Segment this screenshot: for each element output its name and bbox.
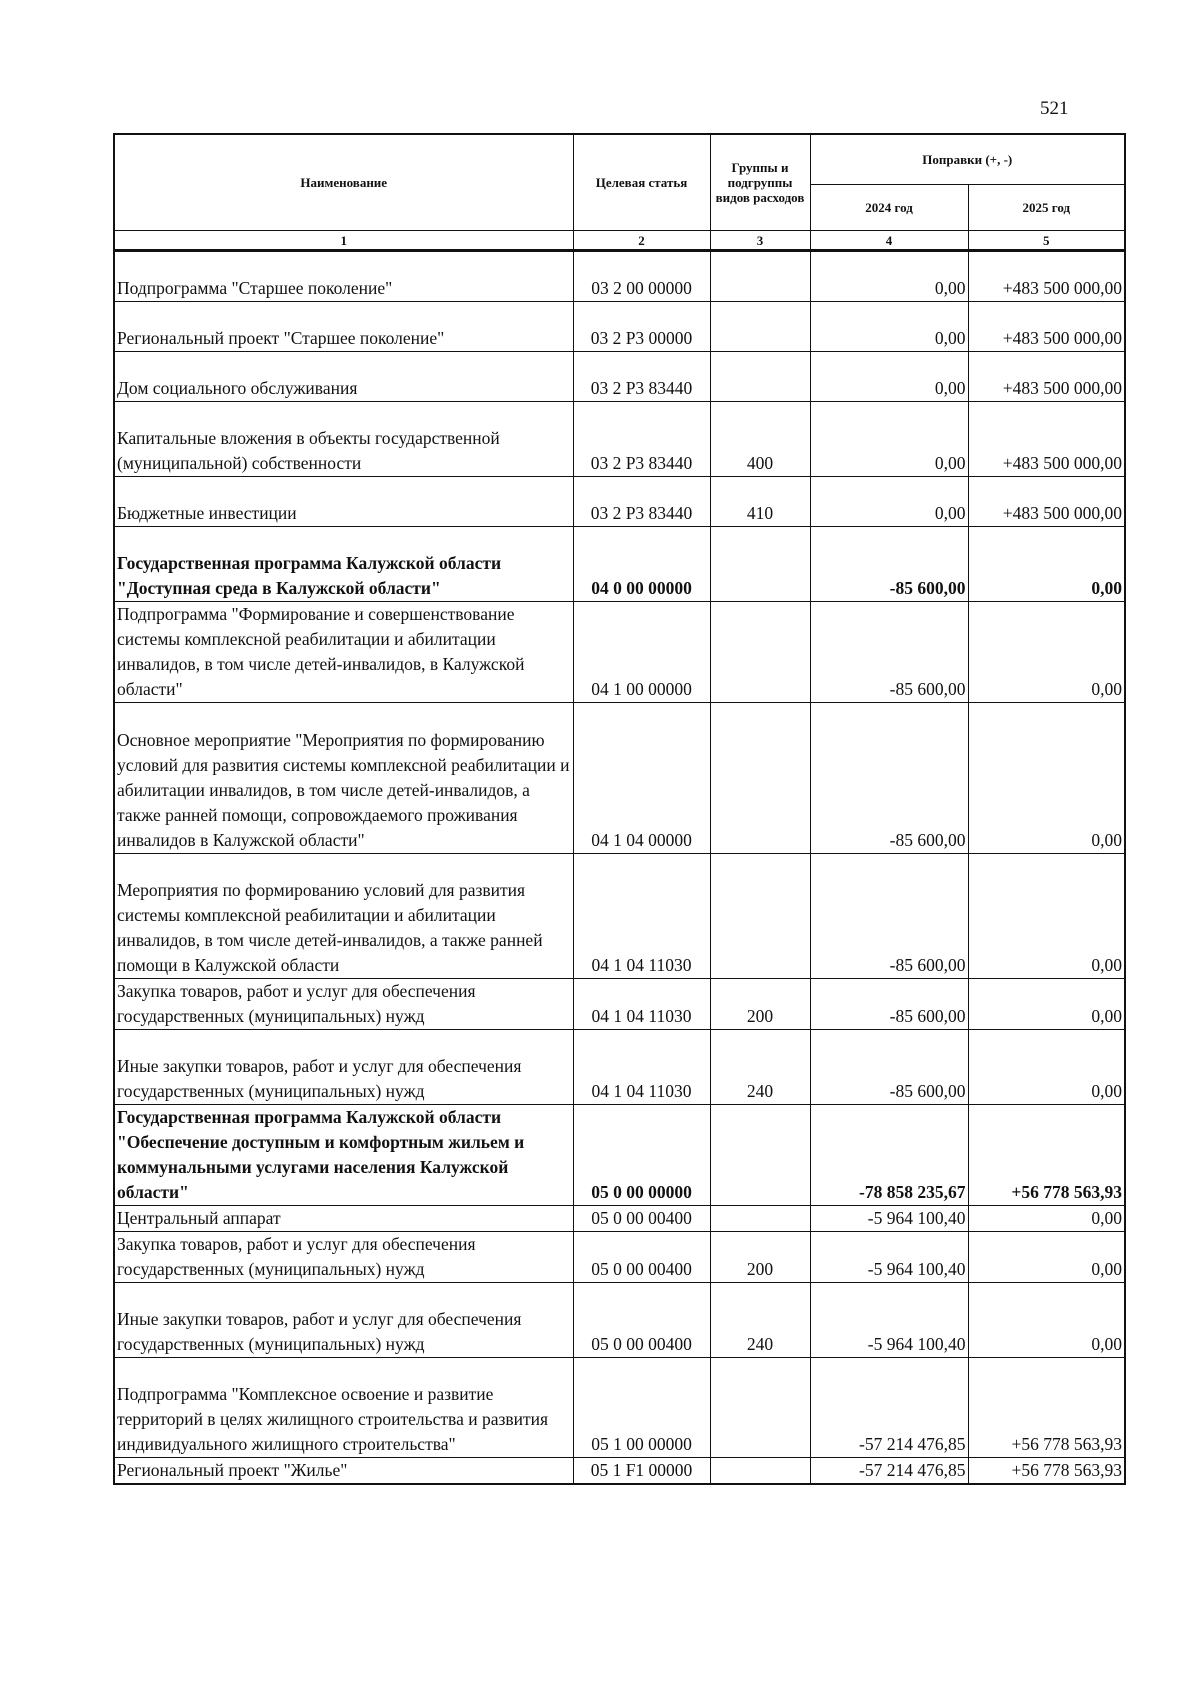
row-expense-group: 410 [710, 477, 810, 527]
row-amount-2025: +56 778 563,93 [968, 1358, 1125, 1458]
table-row [114, 1358, 1125, 1458]
row-amount-2025: 0,00 [968, 1283, 1125, 1358]
row-target-code: 03 2 Р3 83440 [573, 402, 710, 477]
row-expense-group: 200 [710, 979, 810, 1030]
row-name: Закупка товаров, работ и услуг для обеспечения государственных (муниципальных) нужд [114, 979, 573, 1030]
column-number: 3 [710, 231, 810, 251]
row-target-code: 05 1 F1 00000 [573, 1458, 710, 1485]
row-amount-2025: 0,00 [968, 854, 1125, 979]
row-name: Иные закупки товаров, работ и услуг для обеспечения государственных (муниципальных) нужд [114, 1030, 573, 1105]
row-expense-group [710, 527, 810, 602]
row-amount-2025: +483 500 000,00 [968, 477, 1125, 527]
row-amount-2024: -85 600,00 [810, 703, 968, 854]
table-row [114, 527, 1125, 602]
table-row [114, 1458, 1125, 1485]
row-expense-group [710, 1105, 810, 1206]
row-amount-2025: +483 500 000,00 [968, 402, 1125, 477]
row-amount-2025: +56 778 563,93 [968, 1105, 1125, 1206]
header-target-article: Целевая статья [573, 134, 710, 231]
row-amount-2024: 0,00 [810, 477, 968, 527]
row-target-code: 03 2 Р3 83440 [573, 477, 710, 527]
row-name: Капитальные вложения в объекты государственной (муниципальной) собственности [114, 402, 573, 477]
row-target-code: 05 0 00 00400 [573, 1232, 710, 1283]
row-amount-2024: -5 964 100,40 [810, 1283, 968, 1358]
table-row [114, 477, 1125, 527]
table-row [114, 1232, 1125, 1283]
row-amount-2024: -85 600,00 [810, 854, 968, 979]
table-row [114, 703, 1125, 854]
row-expense-group [710, 854, 810, 979]
row-target-code: 03 2 Р3 00000 [573, 302, 710, 352]
row-amount-2024: -85 600,00 [810, 602, 968, 703]
row-expense-group [710, 703, 810, 854]
row-name: Дом социального обслуживания [114, 352, 573, 402]
row-target-code: 05 0 00 00400 [573, 1206, 710, 1232]
row-expense-group [710, 1458, 810, 1485]
row-target-code: 04 1 04 00000 [573, 703, 710, 854]
row-name: Подпрограмма "Формирование и совершенствование системы комплексной реабилитации и абилитации инвалидов, в том числе детей-инвалидов, в Калужской области" [114, 602, 573, 703]
table-row [114, 402, 1125, 477]
row-target-code: 05 1 00 00000 [573, 1358, 710, 1458]
header-expense-groups: Группы и подгруппы видов расходов [710, 134, 810, 231]
row-amount-2025: 0,00 [968, 1030, 1125, 1105]
row-name: Региональный проект "Жилье" [114, 1458, 573, 1485]
header-year-2025: 2025 год [968, 185, 1125, 231]
row-amount-2025: 0,00 [968, 979, 1125, 1030]
row-amount-2025: 0,00 [968, 1232, 1125, 1283]
row-target-code: 04 1 00 00000 [573, 602, 710, 703]
row-expense-group: 200 [710, 1232, 810, 1283]
row-amount-2024: -85 600,00 [810, 979, 968, 1030]
row-name: Государственная программа Калужской области "Доступная среда в Калужской области" [114, 527, 573, 602]
column-number: 2 [573, 231, 710, 251]
row-amount-2024: -78 858 235,67 [810, 1105, 968, 1206]
column-number: 5 [968, 231, 1125, 251]
column-number: 1 [114, 231, 573, 251]
row-name: Государственная программа Калужской области "Обеспечение доступным и комфортным жильем и коммунальными услугами населения Калужской области" [114, 1105, 573, 1206]
table-row [114, 979, 1125, 1030]
header-amendments: Поправки (+, -) [810, 134, 1125, 185]
row-amount-2025: 0,00 [968, 703, 1125, 854]
row-amount-2025: +483 500 000,00 [968, 302, 1125, 352]
row-amount-2024: -5 964 100,40 [810, 1232, 968, 1283]
row-amount-2025: 0,00 [968, 602, 1125, 703]
table-row [114, 1105, 1125, 1206]
table-row [114, 302, 1125, 352]
row-amount-2025: +56 778 563,93 [968, 1458, 1125, 1485]
table-row [114, 1283, 1125, 1358]
table-row [114, 352, 1125, 402]
row-expense-group: 240 [710, 1283, 810, 1358]
row-expense-group: 400 [710, 402, 810, 477]
header-name: Наименование [114, 134, 573, 231]
row-name: Бюджетные инвестиции [114, 477, 573, 527]
row-amount-2025: +483 500 000,00 [968, 251, 1125, 302]
row-amount-2024: -57 214 476,85 [810, 1458, 968, 1485]
row-name: Подпрограмма "Комплексное освоение и развитие территорий в целях жилищного строительства и развития индивидуального жилищного строительства" [114, 1358, 573, 1458]
column-number: 4 [810, 231, 968, 251]
table-row [114, 602, 1125, 703]
row-target-code: 04 1 04 11030 [573, 854, 710, 979]
row-amount-2024: 0,00 [810, 302, 968, 352]
row-name: Закупка товаров, работ и услуг для обеспечения государственных (муниципальных) нужд [114, 1232, 573, 1283]
row-expense-group [710, 1206, 810, 1232]
row-amount-2025: 0,00 [968, 527, 1125, 602]
table-row [114, 1030, 1125, 1105]
row-expense-group [710, 352, 810, 402]
row-expense-group [710, 602, 810, 703]
row-name: Региональный проект "Старшее поколение" [114, 302, 573, 352]
row-amount-2025: 0,00 [968, 1206, 1125, 1232]
table-row [114, 854, 1125, 979]
row-amount-2024: -85 600,00 [810, 1030, 968, 1105]
row-amount-2024: -85 600,00 [810, 527, 968, 602]
row-expense-group [710, 251, 810, 302]
row-amount-2024: -57 214 476,85 [810, 1358, 968, 1458]
row-target-code: 05 0 00 00000 [573, 1105, 710, 1206]
row-expense-group [710, 302, 810, 352]
header-year-2024: 2024 год [810, 185, 968, 231]
table-row [114, 251, 1125, 302]
row-target-code: 05 0 00 00400 [573, 1283, 710, 1358]
row-amount-2025: +483 500 000,00 [968, 352, 1125, 402]
row-amount-2024: 0,00 [810, 352, 968, 402]
budget-table [113, 133, 1126, 1485]
row-target-code: 03 2 Р3 83440 [573, 352, 710, 402]
row-name: Центральный аппарат [114, 1206, 573, 1232]
row-amount-2024: 0,00 [810, 251, 968, 302]
row-amount-2024: -5 964 100,40 [810, 1206, 968, 1232]
row-target-code: 04 1 04 11030 [573, 979, 710, 1030]
row-amount-2024: 0,00 [810, 402, 968, 477]
table-row [114, 1206, 1125, 1232]
row-target-code: 03 2 00 00000 [573, 251, 710, 302]
row-name: Основное мероприятие "Мероприятия по формированию условий для развития системы комплексной реабилитации и абилитации инвалидов, в том числе детей-инвалидов, а также ранней помощи, сопровождаемого проживания инвалидов в Калужской области" [114, 703, 573, 854]
page-number: 521 [1040, 98, 1069, 119]
row-name: Иные закупки товаров, работ и услуг для обеспечения государственных (муниципальных) нужд [114, 1283, 573, 1358]
row-name: Подпрограмма "Старшее поколение" [114, 251, 573, 302]
row-expense-group [710, 1358, 810, 1458]
row-target-code: 04 0 00 00000 [573, 527, 710, 602]
row-expense-group: 240 [710, 1030, 810, 1105]
row-target-code: 04 1 04 11030 [573, 1030, 710, 1105]
row-name: Мероприятия по формированию условий для развития системы комплексной реабилитации и абилитации инвалидов, в том числе детей-инвалидов, а также ранней помощи в Калужской области [114, 854, 573, 979]
